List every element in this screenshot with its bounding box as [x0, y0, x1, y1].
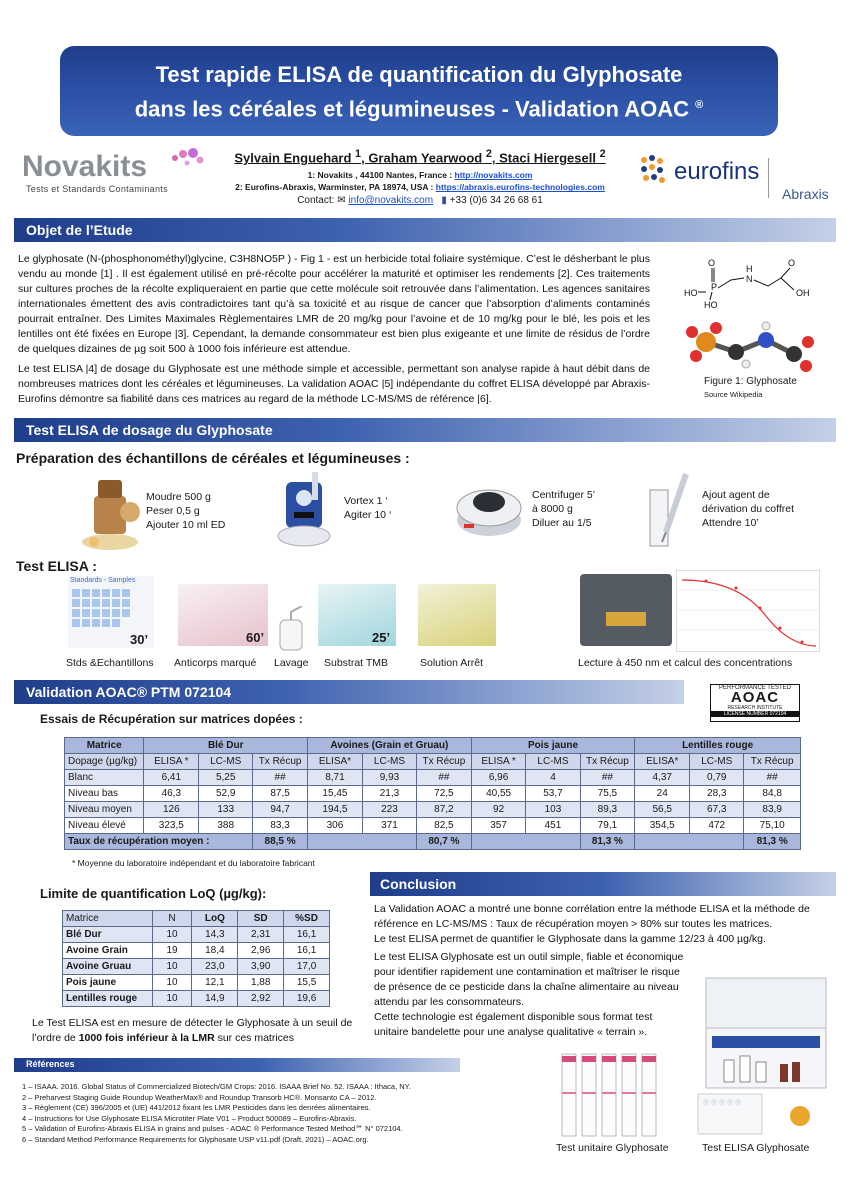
affiliations: 1: Novakits , 44100 Nantes, France : http://novakits.com 2: Eurofins-Abraxis, Warminster, PA 18974, USA : https://abraxis.eurofins-technologies.com — [235, 170, 605, 193]
envelope-icon: ✉ — [337, 195, 346, 207]
contact-line: Contact: ✉ info@novakits.com ▮ +33 (0)6 34 26 68 61 — [297, 195, 543, 207]
table-row: Lentilles rouge 10 14,9 2,92 19,6 — [63, 991, 330, 1007]
novakits-wordmark: Novakits — [22, 150, 148, 183]
recovery-group-row: Matrice Blé Dur Avoines (Grain et Gruau) Pois jaune Lentilles rouge — [65, 738, 801, 754]
svg-text:HO: HO — [704, 300, 718, 310]
reference-item: 2 – Preharvest Staging Guide Roundup WeatherMax® and Roundup Transorb HC®. Monsanto CA – 2012. — [22, 1092, 377, 1102]
elisa-kit-icon — [694, 970, 834, 1138]
reference-item: 4 – Instructions for Use Glyphosate ELISA Microtiter Plate V01 – Product 500089 – Eurofins-Abraxis. — [22, 1113, 357, 1123]
wash-bottle-icon — [276, 606, 306, 652]
recovery-heading: Essais de Récupération sur matrices dopées : — [40, 712, 303, 726]
elisa-step-1: Stds &Echantillons — [66, 657, 154, 669]
phone-icon: ▮ — [441, 195, 447, 207]
table-row: Avoine Gruau 10 23,0 3,90 17,0 — [63, 959, 330, 975]
elisa-step-6: Lecture à 450 nm et calcul des concentrations — [578, 657, 793, 669]
svg-text:O: O — [708, 258, 716, 268]
table-row: Blanc 6,41 5,25 ## 8,71 9,93 ## 6,96 4 ## 4,37 0,79 ## — [65, 770, 801, 786]
grinder-icon — [80, 472, 142, 552]
logo-divider — [768, 158, 769, 198]
elisa-step-2: Anticorps marqué — [174, 657, 257, 669]
novakits-tagline: Tests et Standards Contaminants — [26, 184, 168, 194]
conclusion-paragraph-3: Cette technologie est également disponible sous format test unitaire bandelette pour une analyse qualitative « terrain ». — [374, 1011, 653, 1038]
centrifuge-icon — [454, 472, 524, 542]
prep-step-4: Ajout agent de dérivation du coffret Attendre 10’ — [702, 489, 795, 529]
plate-reader-tray — [606, 612, 646, 626]
time-badge-60: 60’ — [246, 630, 265, 645]
time-badge-25: 25’ — [372, 630, 391, 645]
elisa-step-3: Lavage — [274, 657, 309, 669]
test-strip-icon — [556, 1052, 662, 1138]
eurofins-wordmark: eurofins — [674, 158, 760, 185]
plate-reader-icon — [580, 574, 672, 646]
email-link[interactable]: info@novakits.com — [348, 195, 434, 207]
section-objet: Objet de l’Etude — [14, 218, 836, 242]
prep-step-1: Moudre 500 g Peser 0,5 g Ajouter 10 ml ED — [146, 491, 226, 531]
vortex-icon — [272, 472, 336, 552]
objet-paragraph-2: Le test ELISA |4] de dosage du Glyphosate est une méthode simple et accessible, permettant son analyse rapide à haut débit dans de nombreuses matrices dont les céréales et légumineuses. La validation AOAC |5] indépendante du coffret ELISA développé par Abraxis-Eurofins démontre sa fiabilité dans ces matrices au regard de la méthode LC-MS/MS de référence |6]. — [18, 363, 650, 405]
section-validation: Validation AOAC® PTM 072104 — [14, 680, 684, 704]
conclusion-paragraph-1: La Validation AOAC a montré une bonne corrélation entre la méthode ELISA et la méthode de référence en LC-MS/MS : Taux de récupération moyen > 80% sur toutes les matrices. Le test ELISA permet de quantifier le Glyphosate dans la gamme 12/23 à 400 µg/kg. — [374, 903, 810, 945]
plate-standards-label: Standards - Samples — [70, 577, 136, 584]
figure-caption: Figure 1: Glyphosate — [704, 376, 797, 387]
table-row: Avoine Grain 19 18,4 2,96 16,1 — [63, 943, 330, 959]
loq-header-row: Matrice N LoQ SD %SD — [63, 911, 330, 927]
glyphosate-figure — [676, 256, 836, 406]
svg-text:OH: OH — [796, 288, 810, 298]
abraxis-wordmark: Abraxis — [782, 186, 829, 202]
kit-caption: Test ELISA Glyphosate — [702, 1142, 810, 1154]
svg-text:N: N — [746, 274, 753, 284]
svg-text:H: H — [746, 264, 753, 274]
section-conclusion: Conclusion — [370, 872, 836, 896]
conclusion-paragraph-2: Le test ELISA Glyphosate est un outil simple, fiable et économique pour identifier rapidement une contamination et maîtriser le risque de présence de ce pesticide dans la chaîne alimentaire au niveau attendu par les consommateurs. — [374, 951, 684, 1008]
prep-step-3: Centrifuger 5’ à 8000 g Diluer au 1/5 — [532, 489, 596, 529]
title-line-1: Test rapide ELISA de quantification du Glyphosate — [155, 62, 683, 87]
eurofins-mark-icon — [638, 154, 670, 188]
loq-heading: Limite de quantification LoQ (µg/kg): — [40, 886, 267, 901]
table-row: Niveau élevé 323,5 388 83,3 306 371 82,5 357 451 79,1 354,5 472 75,10 — [65, 818, 801, 834]
section-test: Test ELISA de dosage du Glyphosate — [14, 418, 836, 442]
abraxis-link[interactable]: https://abraxis.eurofins-technologies.com — [435, 182, 605, 193]
time-badge-30: 30’ — [130, 632, 149, 647]
svg-text:O: O — [788, 258, 796, 268]
novakits-link[interactable]: http://novakits.com — [454, 170, 533, 181]
strip-caption: Test unitaire Glyphosate — [556, 1142, 669, 1154]
author-names: Sylvain Enguehard $^1$, Graham Yearwood $^2$, Staci Hiergesell $^2$ — [234, 148, 606, 166]
svg-text:P: P — [711, 282, 718, 292]
recovery-total-row: Taux de récupération moyen : 88,5 % 80,7 % 81,3 % 81,3 % — [65, 834, 801, 850]
calibration-curve-icon — [676, 570, 820, 652]
reference-item: 1 – ISAAA. 2016. Global Status of Commercialized Biotech/GM Crops: 2016. ISAAA Brief No. 52. ISAAA : Ithaca, NY. — [22, 1082, 411, 1091]
section-references: Références — [14, 1058, 460, 1072]
loq-note: Le Test ELISA est en mesure de détecter le Glyphosate à un seuil de l’ordre de 1000 fois inférieur à la LMR sur ces matrices — [32, 1017, 353, 1044]
table-row: Blé Dur 10 14,3 2,31 16,1 — [63, 927, 330, 943]
prep-step-2: Vortex 1 ‘ Agiter 10 ‘ — [344, 495, 392, 521]
figure-source: Source Wikipedia — [704, 390, 763, 399]
reference-item: 5 – Validation of Eurofins-Abraxis ELISA in grains and pulses - AOAC ® Performance Tested Method℠ N° 072104. — [22, 1124, 403, 1133]
elisa-heading: Test ELISA : — [16, 558, 97, 574]
prep-heading: Préparation des échantillons de céréales et légumineuses : — [16, 450, 410, 466]
eurofins-logo — [636, 152, 836, 204]
references-list — [22, 1082, 492, 1145]
elisa-step-4: Substrat TMB — [324, 657, 388, 669]
recovery-footnote: * Moyenne du laboratoire indépendant et du laboratoire fabricant — [72, 858, 315, 868]
novakits-logo — [22, 150, 194, 198]
plate-stop — [418, 584, 496, 646]
table-row: Niveau bas 46,3 52,9 87,5 15,45 21,3 72,5 40,55 53,7 75,5 24 28,3 84,8 — [65, 786, 801, 802]
reference-item: 3 – Règlement (CE) 396/2005 et (UE) 441/2012 fixant les LMR Pesticides dans les denrées alimentaires. — [22, 1103, 371, 1112]
glyphosate-structure-icon — [676, 256, 836, 374]
recovery-subheader-row: Dopage (µg/kg) ELISA * LC-MS Tx Récup ELISA* LC-MS Tx Récup ELISA * LC-MS Tx Récup ELISA* LC-MS Tx Récup — [65, 754, 801, 770]
pipette-icon — [640, 470, 700, 550]
title-line-2: dans les céréales et légumineuses - Validation AOAC ® — [134, 96, 704, 122]
recovery-table — [64, 737, 801, 850]
objet-paragraph-1: Le glyphosate (N-(phosphonométhyl)glycine, C3H8NO5P ) - Fig 1 - est un herbicide total foliaire systémique. C’est le désherbant le plus vendu au monde [1] . Il est également utilisé en pré-récolte pour accélérer la maturité et optimiser les rendements [2]. Ces traitements sur cultures proches de la récolte expliqueraient en partie que cette molécule soit retrouvée dans l’alimentation. Les agences sanitaires internationales émettent des avis contradictoires tant qu’à sa toxicité et au risque de cancer que l’absorption d’aliments contaminés pourrait entraîner. Des Limites Maximales Règlementaires LMR de 20 mg/kg pour l’avoine et de 10 mg/kg pour le blé, les pois et les lentilles ont été fixées en Europe |3]. Cependant, la demande consommateur est bien plus exigeante et une limite de résidus de l’ordre de quelques dizaines de µg soit 500 à 1000 fois inférieure est attendue. — [18, 253, 650, 355]
svg-text:HO: HO — [684, 288, 698, 298]
authors-block — [200, 148, 640, 206]
table-row: Pois jaune 10 12,1 1,88 15,5 — [63, 975, 330, 991]
table-row: Niveau moyen 126 133 94,7 194,5 223 87,2 92 103 89,3 56,5 67,3 83,9 — [65, 802, 801, 818]
elisa-step-5: Solution Arrêt — [420, 657, 484, 669]
reference-item: 6 – Standard Method Performance Requirements for Glyphosate USP v11.pdf (Draft, 2021) – AOAC.org. — [22, 1134, 369, 1144]
aoac-logo: PERFORMANCE TESTED AOAC RESEARCH INSTITUTE LICENSE NUMBER 072104 — [710, 684, 800, 722]
loq-table — [62, 910, 330, 1007]
title-banner — [60, 46, 778, 136]
